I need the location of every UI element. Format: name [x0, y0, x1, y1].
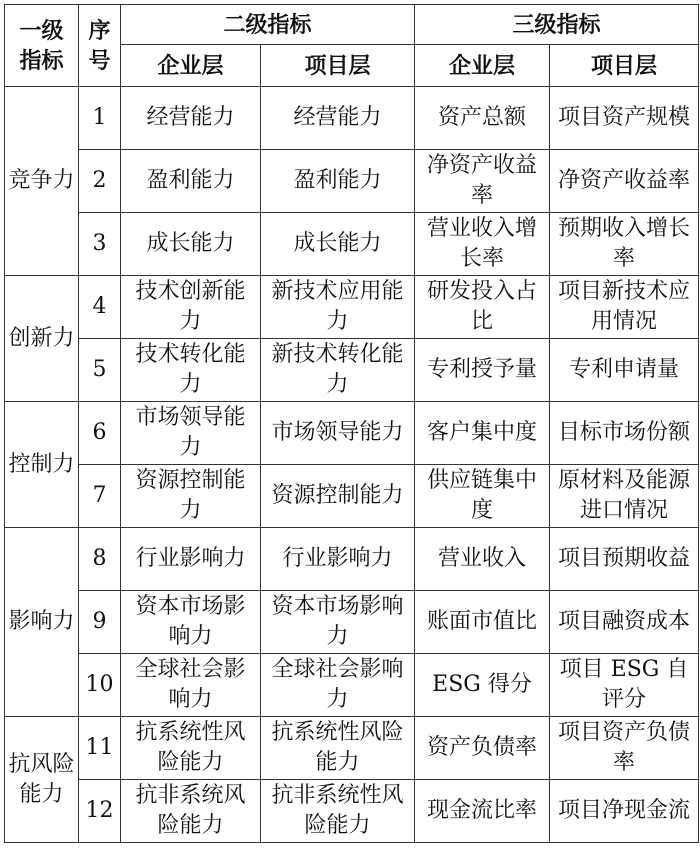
table-row: [5, 654, 699, 717]
l3-project-cell: 项目净现金流: [550, 780, 699, 843]
l2-enterprise-cell: 技术创新能力: [121, 276, 261, 339]
l3-enterprise-cell: 净资产收益率: [415, 150, 550, 213]
category-cell: 控制力: [5, 402, 79, 528]
l2-enterprise-cell: 抗系统性风险能力: [121, 717, 261, 780]
seq-cell: 12: [79, 780, 121, 843]
seq-cell: 4: [79, 276, 121, 339]
l2-project-cell: 成长能力: [261, 213, 415, 276]
category-cell: 竞争力: [5, 87, 79, 276]
l2-project-cell: 全球社会影响力: [261, 654, 415, 717]
header-level1: 一级指标: [5, 5, 79, 87]
header-level2-project: 项目层: [261, 45, 415, 87]
l3-project-cell: 项目资产负债率: [550, 717, 699, 780]
table-row: [5, 780, 699, 843]
l2-enterprise-cell: 经营能力: [121, 87, 261, 150]
l3-enterprise-cell: 研发投入占比: [415, 276, 550, 339]
l2-project-cell: 抗系统性风险能力: [261, 717, 415, 780]
seq-cell: 7: [79, 465, 121, 528]
header-seq: 序号: [79, 5, 121, 87]
l3-enterprise-cell: 供应链集中度: [415, 465, 550, 528]
l2-enterprise-cell: 全球社会影响力: [121, 654, 261, 717]
l2-enterprise-cell: 行业影响力: [121, 528, 261, 591]
table-row: [5, 339, 699, 402]
header-level2-enterprise: 企业层: [121, 45, 261, 87]
category-cell: 抗风险能力: [5, 717, 79, 843]
seq-cell: 6: [79, 402, 121, 465]
seq-cell: 1: [79, 87, 121, 150]
l3-project-cell: 预期收入增长率: [550, 213, 699, 276]
l3-enterprise-cell: 资产总额: [415, 87, 550, 150]
l2-enterprise-cell: 资本市场影响力: [121, 591, 261, 654]
l2-enterprise-cell: 市场领导能力: [121, 402, 261, 465]
header-level3-project: 项目层: [550, 45, 699, 87]
table-row: [5, 402, 699, 465]
l3-enterprise-cell: 资产负债率: [415, 717, 550, 780]
l2-enterprise-cell: 技术转化能力: [121, 339, 261, 402]
l3-project-cell: 项目资产规模: [550, 87, 699, 150]
l3-enterprise-cell: 营业收入增长率: [415, 213, 550, 276]
table-row: [5, 87, 699, 150]
l2-enterprise-cell: 成长能力: [121, 213, 261, 276]
category-cell: 影响力: [5, 528, 79, 717]
header-level3-enterprise: 企业层: [415, 45, 550, 87]
header-level3: 三级指标: [415, 5, 699, 45]
l3-enterprise-cell: 现金流比率: [415, 780, 550, 843]
l3-project-cell: 项目新技术应用情况: [550, 276, 699, 339]
l3-project-cell: 项目预期收益: [550, 528, 699, 591]
l3-enterprise-cell: 营业收入: [415, 528, 550, 591]
l3-enterprise-cell: ESG 得分: [415, 654, 550, 717]
seq-cell: 5: [79, 339, 121, 402]
l3-project-cell: 项目融资成本: [550, 591, 699, 654]
l2-project-cell: 盈利能力: [261, 150, 415, 213]
table-row: [5, 213, 699, 276]
seq-cell: 10: [79, 654, 121, 717]
l2-project-cell: 新技术应用能力: [261, 276, 415, 339]
l3-project-cell: 净资产收益率: [550, 150, 699, 213]
seq-cell: 3: [79, 213, 121, 276]
table-row: [5, 528, 699, 591]
l3-project-cell: 原材料及能源进口情况: [550, 465, 699, 528]
indicator-table: [4, 4, 699, 843]
l2-project-cell: 资本市场影响力: [261, 591, 415, 654]
seq-cell: 8: [79, 528, 121, 591]
l3-enterprise-cell: 账面市值比: [415, 591, 550, 654]
table-row: [5, 717, 699, 780]
seq-cell: 11: [79, 717, 121, 780]
l3-project-cell: 项目 ESG 自评分: [550, 654, 699, 717]
seq-cell: 9: [79, 591, 121, 654]
l3-project-cell: 专利申请量: [550, 339, 699, 402]
l2-project-cell: 资源控制能力: [261, 465, 415, 528]
l2-project-cell: 市场领导能力: [261, 402, 415, 465]
l2-enterprise-cell: 资源控制能力: [121, 465, 261, 528]
l2-enterprise-cell: 抗非系统风险能力: [121, 780, 261, 843]
table-row: [5, 591, 699, 654]
table-row: [5, 276, 699, 339]
l2-enterprise-cell: 盈利能力: [121, 150, 261, 213]
table-row: [5, 465, 699, 528]
l2-project-cell: 行业影响力: [261, 528, 415, 591]
l2-project-cell: 新技术转化能力: [261, 339, 415, 402]
seq-cell: 2: [79, 150, 121, 213]
l2-project-cell: 抗非系统性风险能力: [261, 780, 415, 843]
category-cell: 创新力: [5, 276, 79, 402]
l3-enterprise-cell: 专利授予量: [415, 339, 550, 402]
header-level2: 二级指标: [121, 5, 415, 45]
l2-project-cell: 经营能力: [261, 87, 415, 150]
l3-project-cell: 目标市场份额: [550, 402, 699, 465]
l3-enterprise-cell: 客户集中度: [415, 402, 550, 465]
table-row: [5, 150, 699, 213]
header-row-top: [5, 5, 699, 45]
